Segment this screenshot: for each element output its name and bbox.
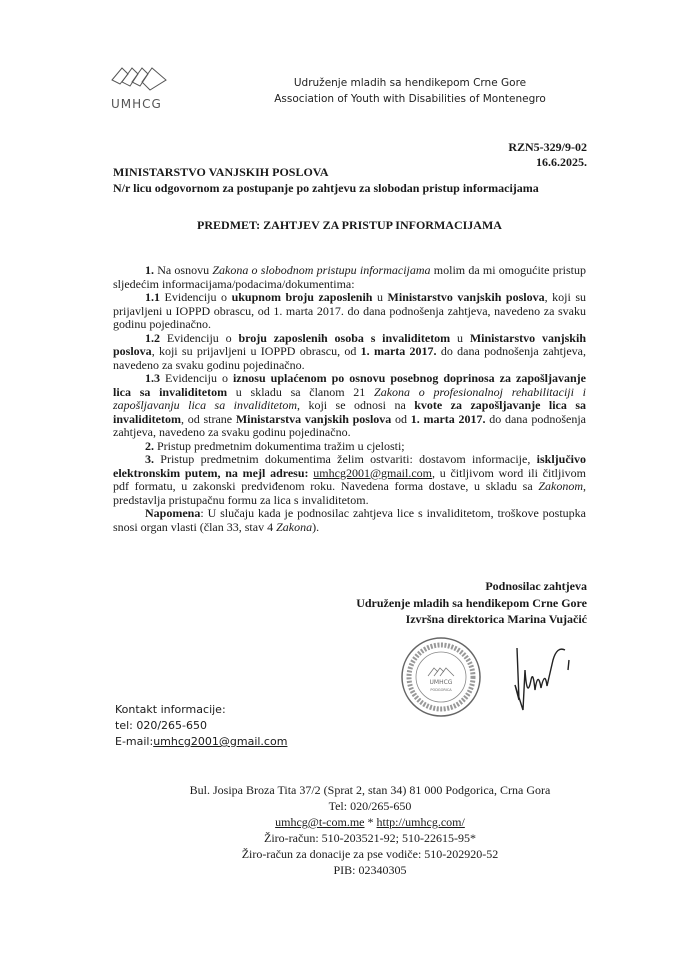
paragraph-text: 1. marta 2017. [360,344,437,358]
signature-organization: Udruženje mladih sa hendikepom Crne Gore [356,595,587,610]
paragraph-text: , predstavlja pristupačnu formu za lica s invaliditetom. [113,479,586,507]
signature-signatory: Izvršna direktorica Marina Vujačić [405,612,587,626]
subject-line: PREDMET: ZAHTJEV ZA PRISTUP INFORMACIJAMA [197,218,502,232]
logo-graphic [110,60,170,112]
stamp-graphic [400,636,482,718]
paragraph-text: 1. marta 2017. [410,411,486,426]
footer-tel: Tel: 020/265-650 [328,799,412,813]
svg-text:UMHCG: UMHCG [111,97,162,111]
paragraph-text: Napomena [145,506,201,520]
paragraph-text: Pristup predmetnim dokumentima želim ostvariti: dostavom informacije, [154,452,537,466]
paragraph-text: isključivo elektronskim putem, na mejl adresu: [113,452,586,480]
paragraph-text: 1.2 [145,330,160,345]
recipient-name: MINISTARSTVO VANJSKIH POSLOVA [113,165,329,179]
paragraph-text: Zakonom [538,479,583,493]
signature-role: Podnosilac zahtjeva [485,579,587,593]
paragraph-text: molim da mi omogućite pristup sljedećim informacijama/podacima/dokumentima: [113,263,586,291]
paragraph-text: do dana podnošenja zahtjeva, navedeno za svaku godinu pojedinačno. [113,344,586,372]
paragraph-text: , koji se odnosi na [297,398,415,412]
paragraph-text: 1. [145,263,154,277]
body-paragraph [113,453,586,507]
paragraph-text: iznosu uplaćenom po osnovu posebnog doprinosa za zapošljavanje lica sa invaliditetom [113,371,586,399]
footer-links [120,814,620,830]
footer-donation-account: Žiro-račun za donacije za pse vodiče: 510-202920-52 [241,847,499,861]
paragraph-text: ). [312,519,320,534]
paragraph-text: u [450,330,470,345]
paragraph-text: Ministarstvo vanjskih poslova [113,330,586,358]
handwritten-signature [505,640,585,725]
footer-account: Žiro-račun: 510-203521-92; 510-22615-95* [264,831,476,845]
paragraph-text: Zakona o profesionalnoj rehabilitaciji i zapošljavanju lica sa invaliditetom [113,384,586,412]
paragraph-text: do dana podnošenja zahtjeva, navedeno za svaku godinu pojedinačno. [113,411,587,439]
svg-text:PODGORICA: PODGORICA [430,688,452,692]
paragraph-text: Evidenciju o [160,290,232,304]
paragraph-text: : U slučaju kada je podnosilac zahtjeva lice s invaliditetom, troškove postupka snosi organ vlasti (član 33, stav 4 [113,506,586,534]
paragraph-text: u skladu sa članom 21 [227,384,375,399]
body-paragraph [113,332,586,373]
footer-pib: PIB: 02340305 [333,863,407,877]
email-link[interactable]: umhcg2001@gmail.com [313,465,432,480]
body-paragraph [113,507,586,534]
paragraph-text: 1.3 [145,371,160,385]
contact-heading: Kontakt informacije: [115,703,226,716]
paragraph-text: Zakona [276,519,313,534]
body-paragraph [113,440,586,454]
document-date: 16.6.2025. [536,155,587,169]
body-paragraph [113,264,586,291]
paragraph-text: Na osnovu [154,263,213,277]
paragraph-text: , koji su prijavljeni u IOPPD obrascu, od 1. marta 2017. do dana podnošenja zahtjeva, navedeno za svaku godinu pojedinačno. [113,290,587,331]
contact-info [115,702,287,750]
contact-email-link[interactable]: umhcg2001@gmail.com [153,735,288,748]
paragraph-text: broju zaposlenih osoba s invaliditetom [238,330,451,345]
recipient-attention: N/r licu odgovornom za postupanje po zahtjevu za slobodan pristup informacijama [113,181,539,195]
body-paragraph [113,372,586,440]
org-name-en: Association of Youth with Disabilities of Montenegro [274,93,546,105]
paragraph-text: Zakona o slobodnom pristupu informacijama [212,263,431,277]
contact-email-label: E-mail: [115,735,154,748]
paragraph-text: , u čitljivom word ili čitljivom pdf formatu, u zakonski predviđenom roku. Navedena forma dostave, u skladu sa [113,465,587,493]
org-name-local: Udruženje mladih sa hendikepom Crne Gore [293,77,527,89]
paragraph-text: 1.1 [145,290,160,304]
svg-text:UMHCG: UMHCG [429,679,453,686]
paragraph-text: 2. [145,438,154,453]
contact-email-row [115,734,287,750]
paragraph-text: , od strane [181,411,236,426]
paragraph-text: Ministarstva vanjskih poslova [235,411,392,426]
umhcg-logo [110,60,170,112]
contact-tel: tel: 020/265-650 [115,719,208,732]
letter-body [113,264,586,534]
paragraph-text: Ministarstvo vanjskih poslova [387,290,545,304]
official-stamp [400,636,482,723]
footer-email-link[interactable]: umhcg@t-com.me [275,815,365,829]
footer-separator: * [364,815,377,829]
body-paragraph [113,291,586,332]
footer [120,782,620,878]
paragraph-text: od [391,411,411,426]
reference-number: RZN5-329/9-02 [508,140,587,154]
paragraph-text: , koji su prijavljeni u IOPPD obrascu, od [151,344,361,358]
paragraph-text: kvote za zapošljavanje lica sa invaliditetom [113,398,587,426]
paragraph-text: Pristup predmetnim dokumentima tražim u cjelosti; [154,438,405,453]
footer-address: Bul. Josipa Broza Tita 37/2 (Sprat 2, stan 34) 81 000 Podgorica, Crna Gora [189,783,551,797]
footer-website-link[interactable]: http://umhcg.com/ [376,815,465,829]
paragraph-text: Evidenciju o [160,371,233,385]
paragraph-text: ukupnom broju zaposlenih [231,290,373,304]
paragraph-text: u [372,290,388,304]
paragraph-text: 3. [145,452,154,466]
paragraph-text: Evidenciju o [160,330,239,345]
signature-block [356,578,587,628]
